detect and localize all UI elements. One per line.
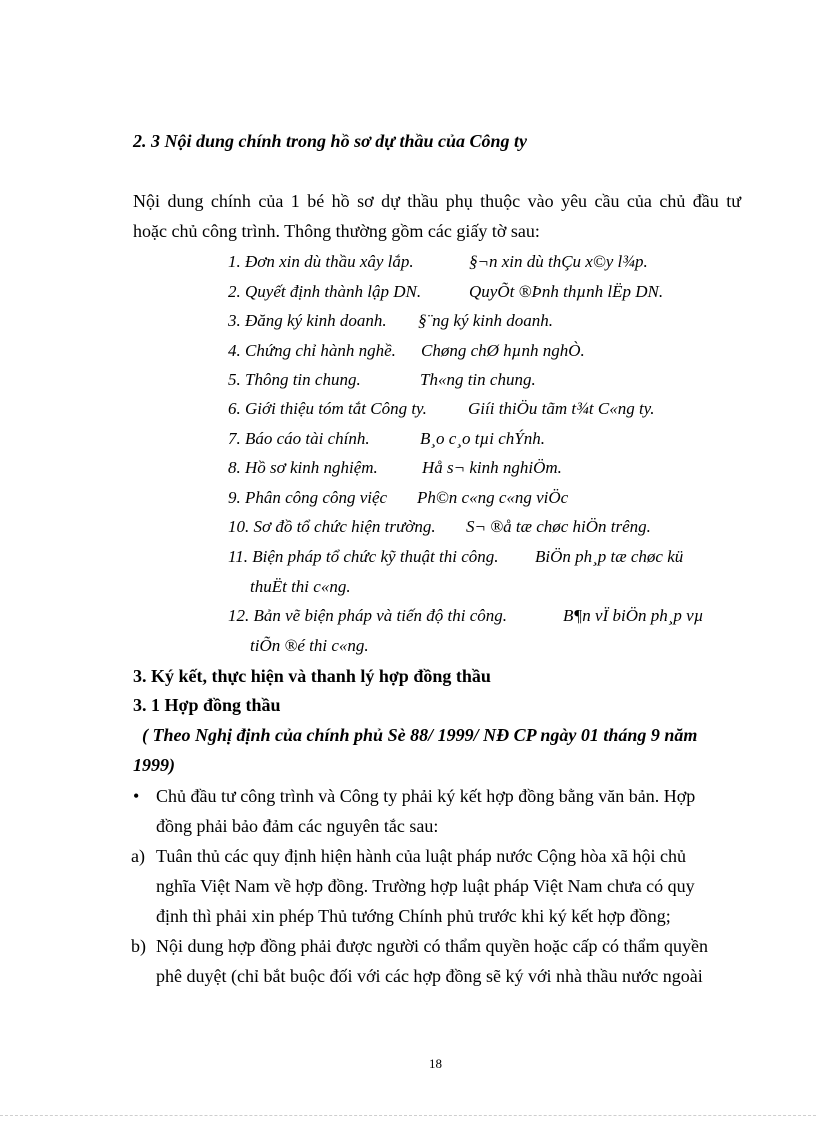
doc-item-text: 12. Bản vẽ biện pháp và tiến độ thi công. <box>228 606 508 625</box>
doc-item <box>228 606 704 626</box>
section-3-1-title: 3. 1 Hợp đồng thầu <box>133 695 281 715</box>
item-a-line-2: nghĩa Việt Nam về hợp đồng. Trường hợp luật pháp Việt Nam chưa có quy <box>156 876 695 896</box>
intro-line-2: hoặc chủ công trình. Thông thường gồm các giấy tờ sau: <box>133 221 540 241</box>
item-b-line-1: Nội dung hợp đồng phải được người có thẩm quyền hoặc cấp có thẩm quyền <box>156 936 708 956</box>
doc-item-alt: Th«ng tin chung. <box>420 370 536 389</box>
doc-item <box>228 517 651 537</box>
doc-item-text: 11. Biện pháp tổ chức kỹ thuật thi công. <box>228 547 499 566</box>
doc-item-text: 3. Đăng ký kinh doanh. <box>228 311 387 330</box>
item-a-label: a) <box>131 846 145 866</box>
doc-item <box>228 547 684 567</box>
intro-line-1: Nội dung chính của 1 bé hồ sơ dự thầu phụ thuộc vào yêu cầu của chủ đầu tư <box>133 191 741 211</box>
doc-item-text: 2. Quyết định thành lập DN. <box>228 282 422 301</box>
page-number: 18 <box>429 1056 442 1071</box>
doc-item <box>228 429 545 449</box>
doc-item <box>228 341 585 361</box>
bullet-line-1: Chủ đầu tư công trình và Công ty phải ký kết hợp đồng bằng văn bản. Hợp <box>156 786 696 806</box>
doc-item-text: 1. Đơn xin dù thầu xây lắp. <box>228 252 414 271</box>
doc-item-alt: BiÖn ph¸p tæ chøc kü <box>535 547 684 566</box>
doc-item-text: 6. Giới thiệu tóm tắt Công ty. <box>228 399 427 418</box>
item-b-label: b) <box>131 936 146 956</box>
doc-item-continuation: tiÕn ®é thi c«ng. <box>250 636 369 655</box>
doc-item <box>228 370 536 390</box>
doc-item <box>228 458 562 478</box>
doc-item-text: 7. Báo cáo tài chính. <box>228 429 370 448</box>
doc-item-alt: B¸o c¸o tµi chÝnh. <box>420 429 545 448</box>
bullet-line-2: đồng phải bảo đảm các nguyên tắc sau: <box>156 816 439 836</box>
page-bottom-border <box>0 1115 816 1116</box>
doc-item <box>228 399 655 419</box>
doc-item <box>228 488 569 508</box>
doc-item-alt: S¬ ®å tæ chøc hiÖn trêng. <box>466 517 651 536</box>
doc-item-alt: Ph©n c«ng c«ng viÖc <box>417 488 569 507</box>
doc-item-text: 4. Chứng chỉ hành nghề. <box>228 341 396 360</box>
item-a-line-1: Tuân thủ các quy định hiện hành của luật pháp nước Cộng hòa xã hội chủ <box>156 846 686 866</box>
doc-item <box>228 282 664 302</box>
doc-item-alt: Giíi thiÖu tãm t¾t C«ng ty. <box>468 399 655 418</box>
doc-item-alt: Chøng chØ hµnh nghÒ. <box>421 341 585 360</box>
doc-item-alt: Hå s¬ kinh nghiÖm. <box>422 458 562 477</box>
doc-item-alt: B¶n vÏ biÖn ph¸p vµ <box>563 606 704 625</box>
item-a-line-3: định thì phải xin phép Thủ tướng Chính phủ trước khi ký kết hợp đồng; <box>156 906 671 926</box>
doc-item-text: 5. Thông tin chung. <box>228 370 361 389</box>
item-b-line-2: phê duyệt (chỉ bắt buộc đối với các hợp đồng sẽ ký với nhà thầu nước ngoài <box>156 966 703 986</box>
doc-item-text: 10. Sơ đồ tổ chức hiện trường. <box>228 517 436 536</box>
doc-item-alt: QuyÕt ®Þnh thµnh lËp DN. <box>469 282 664 301</box>
decree-line-1: ( Theo Nghị định của chính phủ Sè 88/ 1999/ NĐ CP ngày 01 tháng 9 năm <box>142 725 698 745</box>
doc-item-text: 9. Phân công công việc <box>228 488 388 507</box>
doc-item <box>228 311 554 331</box>
doc-item <box>228 252 648 272</box>
bullet-symbol: • <box>133 786 140 806</box>
doc-item-text: 8. Hồ sơ kinh nghiệm. <box>228 458 378 477</box>
doc-item-alt: §¬n xin dù thÇu x©y l¾p. <box>469 252 648 271</box>
doc-item-continuation: thuËt thi c«ng. <box>250 577 351 596</box>
decree-line-2: 1999) <box>133 755 175 775</box>
section-3-title: 3. Ký kết, thực hiện và thanh lý hợp đồng thầu <box>133 666 491 686</box>
section-title: 2. 3 Nội dung chính trong hồ sơ dự thầu của Công ty <box>133 131 528 151</box>
doc-item-alt: §¨ng ký kinh doanh. <box>418 311 554 330</box>
